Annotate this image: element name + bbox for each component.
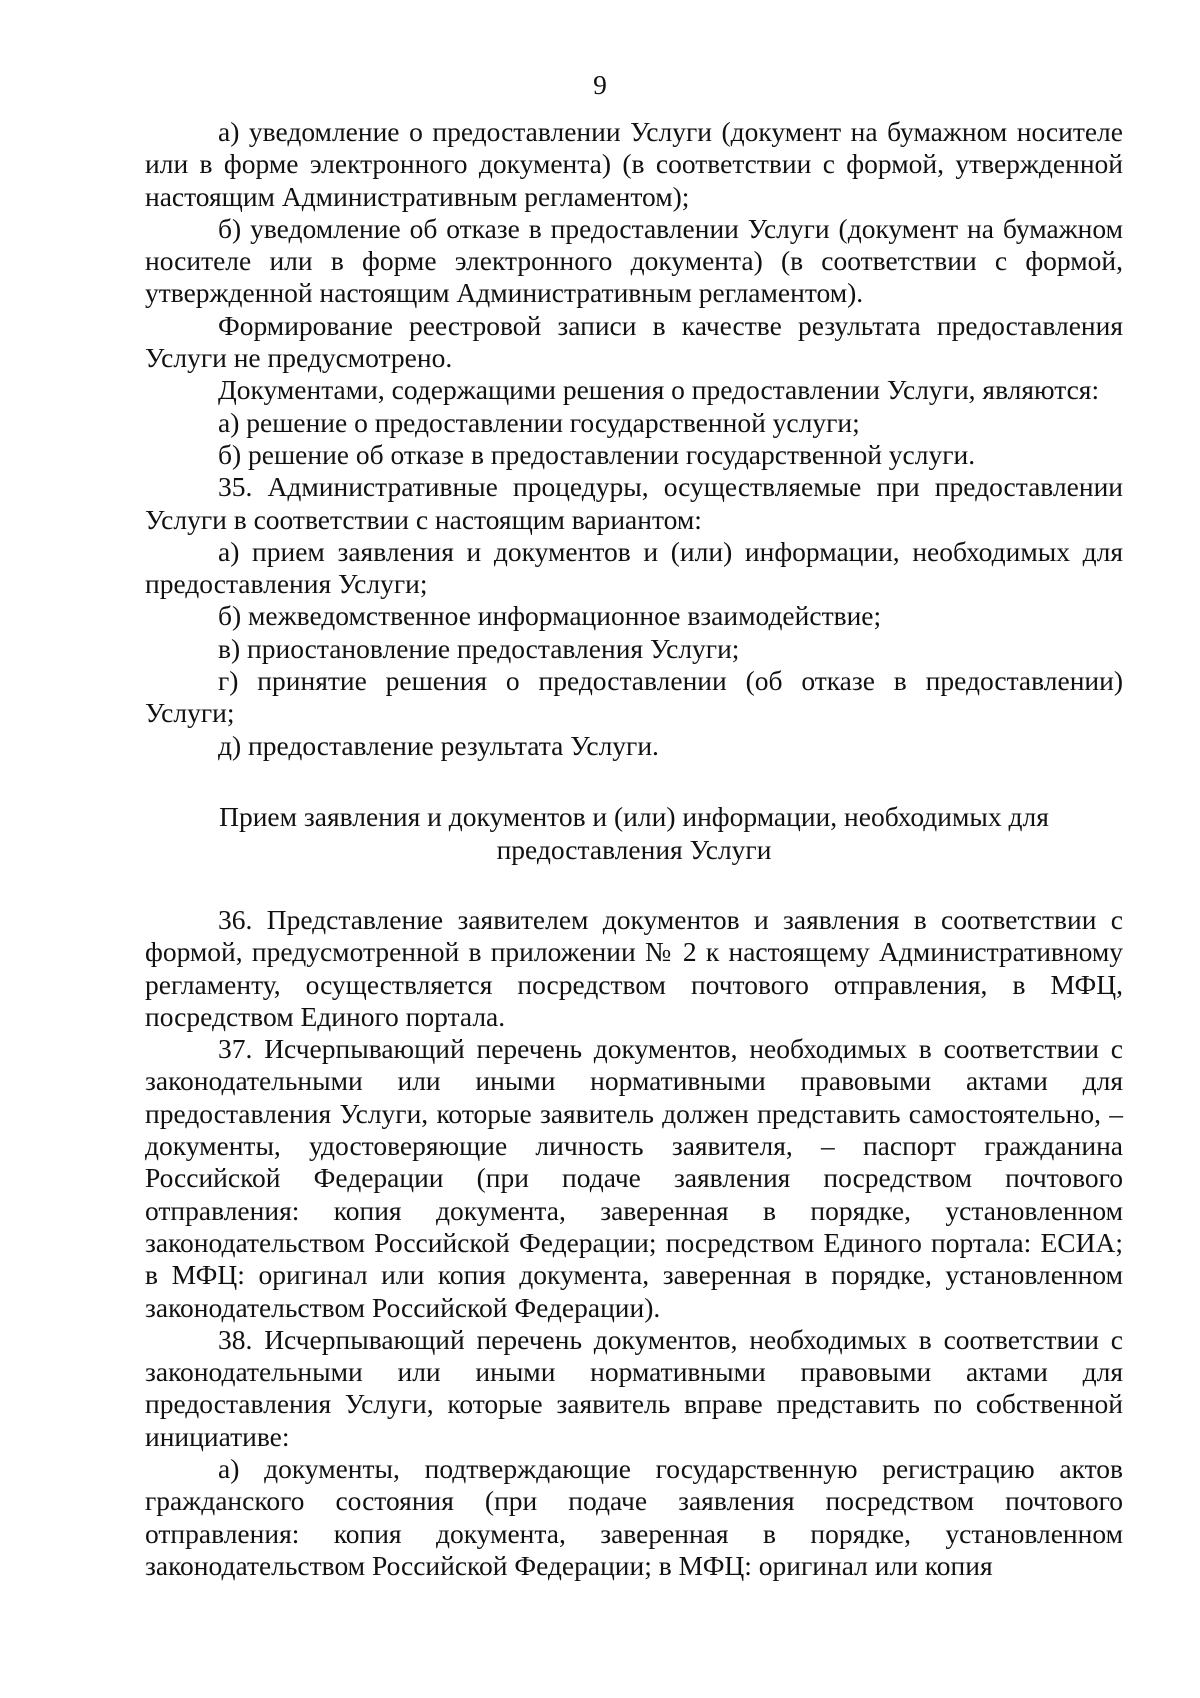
document-body — [145, 116, 1123, 1582]
paragraph: Формирование реестровой записи в качестве результата предоставления Услуги не предусмотрено. — [145, 309, 1123, 374]
paragraph: а) документы, подтверждающие государственную регистрацию актов гражданского состояния (при подаче заявления посредством почтового отправления: копия документа, заверенная в порядке, установленном законодательством Российской Федерации; в МФЦ: оригинал или копия — [145, 1452, 1123, 1581]
page-number: 9 — [593, 69, 607, 100]
paragraph: а) решение о предоставлении государственной услуги; — [218, 406, 860, 438]
paragraph: 36. Представление заявителем документов и заявления в соответствии с формой, предусмотренной в приложении № 2 к настоящему Административному регламенту, осуществляется посредством почтового отправления, в МФЦ, посредством Единого портала. — [145, 903, 1123, 1032]
paragraph: а) уведомление о предоставлении Услуги (документ на бумажном носителе или в форме электронного документа) (в соответствии с формой, утвержденной настоящим Административным регламентом); — [145, 116, 1123, 212]
paragraph: а) прием заявления и документов и (или) информации, необходимых для предоставления Услуги; — [145, 535, 1123, 600]
paragraph: б) решение об отказе в предоставлении государственной услуги. — [218, 438, 976, 470]
section-heading: Прием заявления и документов и (или) информации, необходимых для предоставления Услуги — [219, 800, 1049, 865]
paragraph: д) предоставление результата Услуги. — [218, 729, 659, 761]
paragraph: б) межведомственное информационное взаимодействие; — [218, 600, 882, 632]
paragraph: г) принятие решения о предоставлении (об отказе в предоставлении) Услуги; — [145, 665, 1123, 729]
paragraph: в) приостановление предоставления Услуги; — [218, 632, 740, 664]
paragraph: 37. Исчерпывающий перечень документов, необходимых в соответствии с законодательными или иными нормативными правовыми актами для предоставления Услуги, которые заявитель должен представить самостоятельно, – документы, удостоверяющие личность заявителя, – паспорт гражданина Российской Федерации (при подаче заявления посредством почтового отправления: копия документа, заверенная в порядке, установленном законодательством Российской Федерации; посредством Единого портала: ЕСИА; в МФЦ: оригинал или копия документа, заверенная в порядке, установленном законодательством Российской Федерации). — [145, 1033, 1123, 1323]
paragraph: 35. Административные процедуры, осуществляемые при предоставлении Услуги в соответствии с настоящим вариантом: — [145, 471, 1123, 535]
paragraph: 38. Исчерпывающий перечень документов, необходимых в соответствии с законодательными или иными нормативными правовыми актами для предоставления Услуги, которые заявитель вправе представить по собственной инициативе: — [145, 1323, 1123, 1452]
paragraph: б) уведомление об отказе в предоставлении Услуги (документ на бумажном носителе или в форме электронного документа) (в соответствии с формой, утвержденной настоящим Административным регламентом). — [145, 212, 1123, 309]
paragraph: Документами, содержащими решения о предоставлении Услуги, являются: — [218, 374, 1100, 406]
